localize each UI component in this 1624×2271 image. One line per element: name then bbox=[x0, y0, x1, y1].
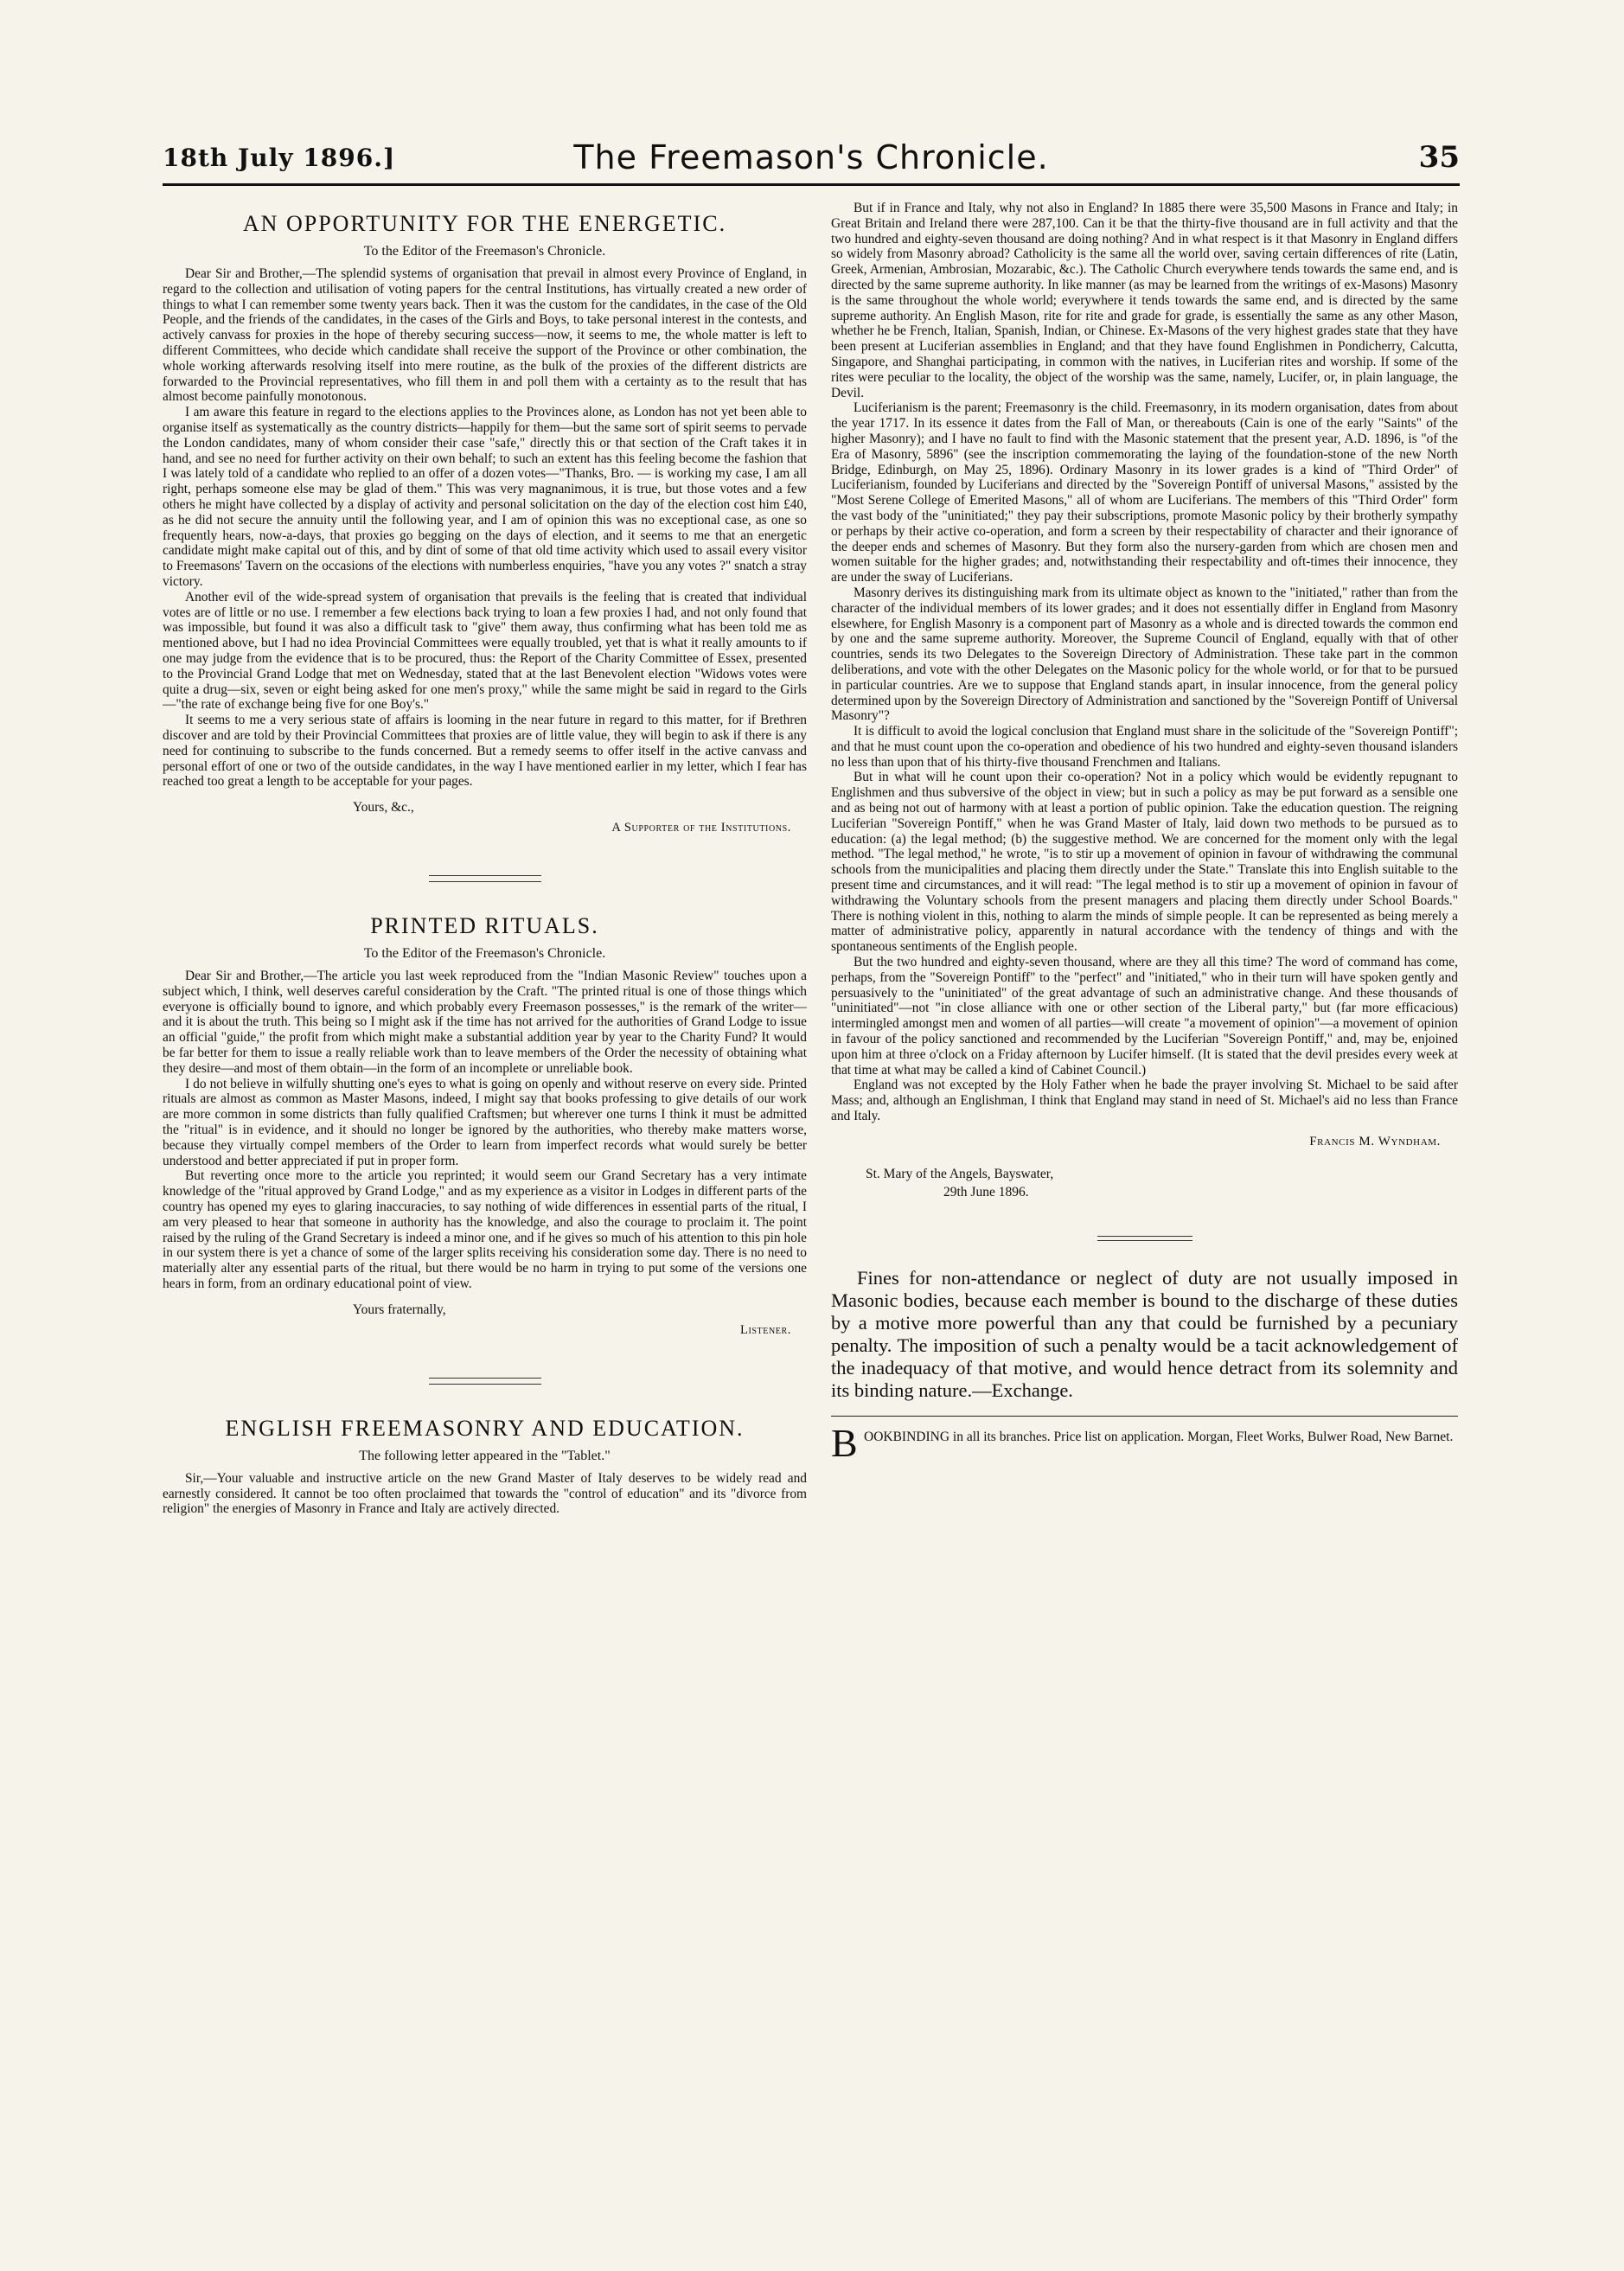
advertisement bbox=[831, 1420, 1458, 1465]
letter-place: St. Mary of the Angels, Bayswater, bbox=[866, 1166, 1054, 1181]
article-paragraph: But the two hundred and eighty-seven thousand, where are they all this time? The word of command has come, perhaps, from the "Sovereign Pontiff" to the "perfect" and "initiated," who in their turn will have spoken gently and persuasively to the "uninitiated" of the great advantage of such an administrative change. And these thousands of "uninitiated"—not "in close alliance with one or other section of the Liberal party," but (far more efficacious) intermingled amongst men and women of all parties—will create "a movement of opinion"—a movement of opinion in favour of the policy sanctioned and recommended by the Luciferian "Sovereign Pontiff," and, may be, enjoined upon him at three o'clock on a Friday afternoon by Lucifer himself. (It is stated that the devil presides every week at that time at what may be called a kind of Cabinet Council.) bbox=[831, 955, 1458, 1078]
article-paragraph: It seems to me a very serious state of affairs is looming in the near future in regard to this matter, for if Brethren discover and are told by their Provincial Committees that proxies are of little value, they will begin to ask if there is any need for continuing to subscribe to the funds concerned. But a remedy seems to offer itself in the active canvass and personal effort of one or two of the outside candidates, in the way I have mentioned earlier in my letter, which I fear has reached too great a length to be acceptable for your pages. bbox=[163, 713, 807, 790]
article-addressee: To the Editor of the Freemason's Chronicle. bbox=[363, 244, 606, 259]
masthead-rule bbox=[163, 183, 1460, 186]
issue-date: 18th July 1896.] bbox=[163, 144, 396, 172]
article-paragraph: Sir,—Your valuable and instructive article on the new Grand Master of Italy deserves to be widely read and earnestly considered. It cannot be too often proclaimed that towards the "control of education" and its "divorce from religion" the energies of Masonry in France and Italy are actively directed. bbox=[163, 1470, 807, 1517]
section-divider bbox=[1097, 1236, 1192, 1241]
letter-closing: Yours, &c., bbox=[353, 800, 414, 816]
article-paragraph: England was not excepted by the Holy Father when he bade the prayer involving St. Michael to be said after Mass; and, although an Englishman, I think that England may stand in need of St. Michael's aid no less than France and Italy. bbox=[831, 1078, 1458, 1124]
letter-date: 29th June 1896. bbox=[943, 1184, 1029, 1199]
masthead bbox=[163, 138, 1460, 182]
article-opportunity bbox=[163, 211, 807, 835]
article-paragraph: But if in France and Italy, why not also in England? In 1885 there were 35,500 Masons in France and Italy; in Great Britain and Ireland there were 287,100. Can it be that the thirty-five thousand are in full activity and that the two hundred and eighty-seven thousand are doing nothing? And in what respect is it that Masonry in England differs so widely from Masonry abroad? Catholicity is the same all the world over, saving certain differences of rite (Latin, Greek, Armenian, Ambrosian, Mozarabic, &c.). The Catholic Church everywhere tends towards the same end, and is directed by the same supreme authority. In like manner (as may be learned from the writings of ex-Masons) Masonry is the same throughout the whole world; everywhere it tends towards the same end, and is directed by the same supreme authority. An English Mason, rite for rite and grade for grade, is essentially the same as any other Mason, whether he be French, Italian, Spanish, Indian, or Chinese. Ex-Masons of the very highest grades state that they have been present at Luciferian assemblies in England; and that they have found Englishmen in Pondicherry, Calcutta, Singapore, and Shanghai participating, in common with the natives, in Luciferian rites and worship. If some of the rites were peculiar to the locality, the object of the worship was the same, namely, Lucifer, or, in plain language, the Devil. bbox=[831, 201, 1458, 400]
article-english-freemasonry bbox=[163, 1416, 807, 1517]
section-divider bbox=[429, 875, 541, 882]
article-title: AN OPPORTUNITY FOR THE ENERGETIC. bbox=[242, 211, 727, 236]
right-column bbox=[831, 201, 1458, 2236]
article-title: ENGLISH FREEMASONRY AND EDUCATION. bbox=[225, 1415, 745, 1441]
article-paragraph: But in what will he count upon their co-operation? Not in a policy which would be evidently repugnant to Englishmen and thus subversive of the object in view; but in such a policy as may be put forward as a sensible one and as being not out of harmony with at least a portion of public opinion. Take the education question. The reigning Luciferian "Sovereign Pontiff," when he was Grand Master of Italy, laid down two methods to be pursued as to education: (a) the legal method; (b) the suggestive method. We are concerned for the moment only with the legal method. "The legal method," he wrote, "is to stir up a movement of opinion in favour of withdrawing the communal schools from the municipalities and placing them directly under the State." Translate this into English suitable to the present time and circumstances, and it will read: "The legal method is to stir up a movement of opinion in favour of withdrawing the Voluntary schools from the present managers and placing them directly under School Boards." There is nothing violent in this, nothing to alarm the minds of simple people. It can be represented as being merely a matter of administrative policy, apparently in natural accordance with the tendency of things and with the spontaneous sentiments of the English people. bbox=[831, 770, 1458, 955]
article-source-note: The following letter appeared in the "Tablet." bbox=[359, 1448, 611, 1463]
left-column bbox=[163, 201, 807, 2236]
article-paragraph: But reverting once more to the article you reprinted; it would seem our Grand Secretary has a very intimate knowledge of the "ritual approved by Grand Lodge," and as my experience as a visitor in Lodges in different parts of the country has opened my eyes to glaring inaccuracies, to say nothing of wide differences in essential parts of the ritual, I am very pleased to hear that someone in authority has the knowledge, and also the courage to proclaim it. The point raised by the ruling of the Grand Secretary is indeed a minor one, and if he gives so much of his attention to this pin hole in our system there is yet a chance of some of the larger splits receiving his consideration some day. There is no need to materially alter any essential parts of the ritual, but there would be no harm in trying to put some of the versions one hears in form, from an ordinary educational point of view. bbox=[163, 1168, 807, 1292]
letter-signature: A Supporter of the Institutions. bbox=[611, 821, 791, 835]
letter-closing: Yours fraternally, bbox=[353, 1302, 446, 1317]
article-printed-rituals bbox=[163, 913, 807, 1338]
letter-dateline bbox=[866, 1165, 1458, 1201]
article-paragraph: I do not believe in wilfully shutting one's eyes to what is going on openly and without reserve on every side. Printed rituals are almost as common as Master Masons, indeed, I might say that books professing to give details of our work are more common in some districts than fully qualified Craftsmen; but wherever one turns I think it must be admitted the "ritual" is in evidence, and it should no longer be ignored by the authorities, who thereby make matters worse, because they virtually compel members of the Order to learn from imperfect records what would surely be better understood and better appreciated if put in proper form. bbox=[163, 1076, 807, 1168]
notice-paragraph: Fines for non-attendance or neglect of duty are not usually imposed in Masonic bodies, because each member is bound to the discharge of these duties by a motive more powerful than any that could be furnished by a pecuniary penalty. The imposition of such a penalty would be a tacit acknowledgement of the inadequacy of that motive, and would hence detract from its solemnity and its binding nature.—Exchange. bbox=[831, 1266, 1458, 1401]
article-paragraph: I am aware this feature in regard to the elections applies to the Provinces alone, as London has not yet been able to organise itself as systematically as the country districts—happily for them—but the same sort of spirit seems to pervade the London candidates, many of whom consider their case "safe," directly this or that section of the Craft takes it in hand, and see no need for further activity on their own behalf; to such an extent has this feeling become the fashion that I was lately told of a candidate who replied to an offer of a dozen votes—"Thanks, Bro. — is working my case, I am all right, perhaps someone else may be glad of them." This was very magnanimous, it is true, but those votes and a few others he might have collected by a display of activity and personal solicitation on the day of the election cost him £40, as he did not secure the annuity until the following year, and I am of opinion this was no exceptional case, as one so frequently hears, now-a-days, that proxies go begging on the days of election, and it seems to me that an energetic candidate might make capital out of this, and by dint of some of that old time activity which used to assail every visitor to Freemasons' Tavern on the occasions of the elections with numberless enquiries, "have you any votes ?" snatch a stray victory. bbox=[163, 405, 807, 589]
article-paragraph: Another evil of the wide-spread system of organisation that prevails is the feeling that is created that individual votes are of little or no use. I remember a few elections back trying to loan a few proxies I had, and not only found that was impossible, but found it was also a difficult task to "give" them away, thus confirming what has been told me as mentioned above, but I had no idea Provincial Committees were equally troubled, yet that is what it really amounts to if one may judge from the evidence that is to be procured, thus: the Report of the Charity Committee of Essex, presented to the Provincial Grand Lodge that met on Wednesday, stated that at the last Benevolent election "Widows votes were quite a drug—six, seven or eight being asked for one men's proxy," while the same might be said in regard to the Girls—"the rate of exchange being five for one Boy's." bbox=[163, 589, 807, 713]
advertisement-rule bbox=[831, 1416, 1458, 1417]
advertisement-text: OOKBINDING in all its branches. Price list on application. Morgan, Fleet Works, Bulwer Road, New Barnet. bbox=[864, 1429, 1454, 1444]
letter-signature: Francis M. Wyndham. bbox=[1309, 1134, 1441, 1148]
article-title: PRINTED RITUALS. bbox=[370, 913, 599, 939]
letter-signature: Listener. bbox=[740, 1322, 791, 1337]
article-paragraph: It is difficult to avoid the logical conclusion that England must share in the solicitude of the "Sovereign Pontiff"; and that he must count upon the co-operation and obedience of his two hundred and eighty-seven thousand islanders no less than upon that of his thirty-five thousand Frenchmen and Italians. bbox=[831, 724, 1458, 770]
publication-title: The Freemason's Chronicle. bbox=[573, 138, 1049, 176]
article-paragraph: Masonry derives its distinguishing mark from its ultimate object as known to the "initiated," rather than from the character of the individual members of its lower grades; and it does not essentially differ in England from Masonry elsewhere, for English Masonry is a component part of Masonry as a whole and is directed towards the common end by one and the same supreme authority. Moreover, the Supreme Council of England, equally with that of other countries, sends its two Delegates to the Sovereign Directory of Administration. These take part in the common deliberations, and vote with the other Delegates on the Masonic policy for the whole world, or for that to be pursued in particular countries. Are we to suppose that England stands apart, in insular innocence, from the general policy determined upon by the Sovereign Directory of Administration and sanctioned by the "Sovereign Pontiff of Universal Masonry"? bbox=[831, 585, 1458, 724]
drop-cap: B bbox=[831, 1420, 858, 1465]
article-paragraph: Dear Sir and Brother,—The splendid systems of organisation that prevail in almost every Province of England, in regard to the collection and utilisation of voting papers for the central Institutions, has virtually created a new order of things to what I can remember some twenty years back. Then it was the custom for the candidates, in the case of the Old People, and the friends of the candidates, in the cases of the Girls and Boys, to take personal interest in the contests, and actively canvass for proxies in the hope of thereby securing success—now, it seems to me, the whole matter is left to different Committees, who decide which candidate shall receive the support of the Province or other combination, the whole working afterwards resolving itself into mere routine, as the bulk of the proxies of the different districts are forwarded to the Provincial representatives, who fill them in and poll them with a certainty as to the result that has almost become painfully monotonous. bbox=[163, 266, 807, 405]
article-paragraph: Dear Sir and Brother,—The article you last week reproduced from the "Indian Masonic Review" touches upon a subject which, I think, well deserves careful consideration by the Craft. "The printed ritual is one of those things which everyone is officially bound to ignore, and which probably every Freemason possesses," is the remark of the writer—and it is about the truth. This being so I might ask if the time has not arrived for the authorities of Grand Lodge to issue an official "guide," the profit from which might make a substantial addition year by year to the Charity Fund? It would be far better for them to issue a really reliable work than to leave members of the Order the necessity of obtaining what they desire—and most of them obtain—in the form of an incomplete or unreliable book. bbox=[163, 969, 807, 1076]
article-paragraph: Luciferianism is the parent; Freemasonry is the child. Freemasonry, in its modern organisation, dates from about the year 1717. In its essence it dates from the Fall of Man, or thereabouts (Cain is one of the early "Saints" of the higher Masonry); and I have no fault to find with the Masonic statement that the present year, A.D. 1896, is "of the Era of Masonry, 5896" (see the inscription commemorating the laying of the foundation-stone of the new North Bridge, Edinburgh, on May 25, 1896). Ordinary Masonry in its lower grades is a kind of "Third Order" of Luciferianism, founded by Luciferians and directed by the "Sovereign Pontiff of universal Masons," assisted by the "Most Serene College of Emerited Masons," all of whom are Luciferians. The members of this "Third Order" form the vast body of the "uninitiated;" they pay their subscriptions, promote Masonic policy by their brotherly sympathy or perhaps by their active co-operation, and form a screen by their respectability of character and their ignorance of the deeper ends and schemes of Masonry. But they form also the nursery-garden from which are chosen men and women suitable for the higher grades; and, notwithstanding their respectability and oft-times their innocence, they are under the sway of Luciferians. bbox=[831, 400, 1458, 585]
article-addressee: To the Editor of the Freemason's Chronicle. bbox=[363, 946, 606, 962]
page-number: 35 bbox=[1418, 140, 1460, 175]
section-divider bbox=[429, 1378, 541, 1385]
